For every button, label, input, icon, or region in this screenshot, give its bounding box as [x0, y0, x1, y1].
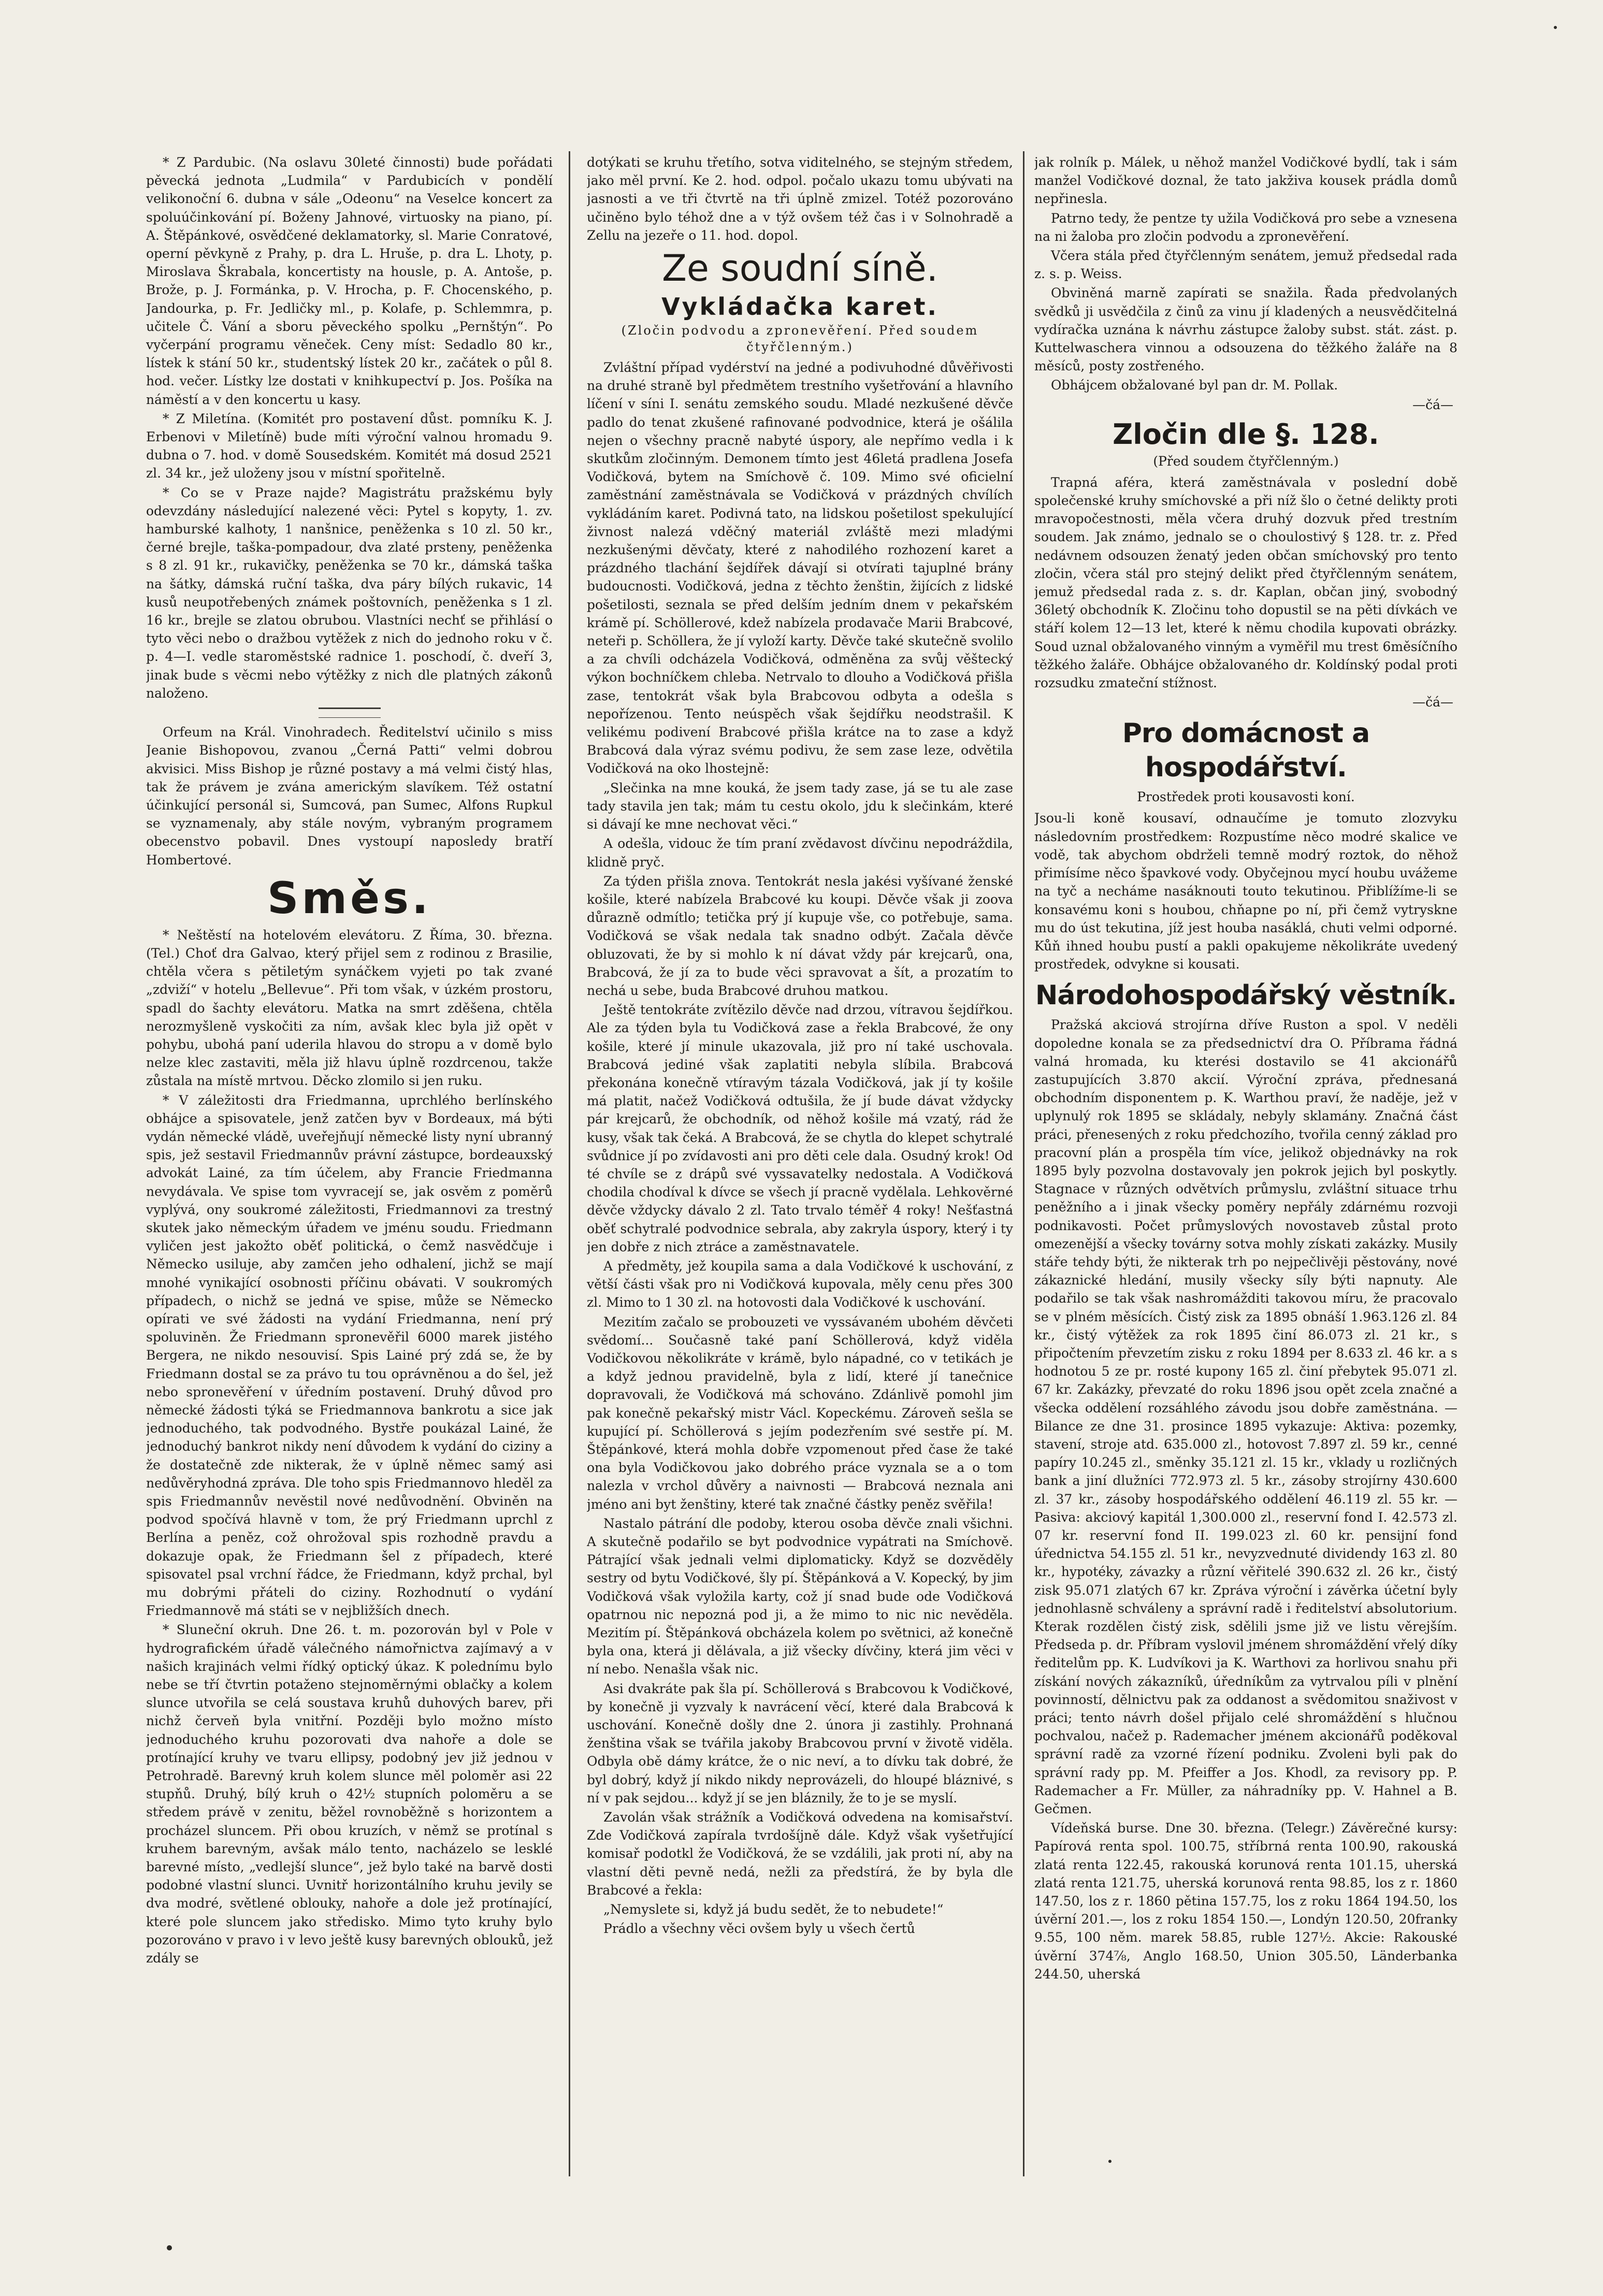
- author-signature: —čá—: [1412, 397, 1453, 412]
- article-paragraph: Mezitím začalo se probouzeti ve vyssávaném ubohém děvčeti svědomí... Současně také paní Schöllerová, když viděla Vodičkovou několikráte v krámě, bylo nápadné, co v tetikách je a když jednou pravidelně, byla z lidí, které jí tanečnice dopravovali, že Vodičková má schováno. Zdánlivě pomohl jim pak konečně pekařský mistr Václ. Kopeckému. Zároveň sešla se kupující pí. Schöllerová s jejím podezřením své sestře pí. M. Štěpánkové, která mohla dobře vzpomenout před čase že také ona byla Vodičkovou jako dobrého práce vyznala se a o tom nalezla v vrchol důvěry a naivnosti — Brabcová neznala ani jméno ani byt ženštiny, které tak značné částky peněz svěřila!: [587, 1314, 1013, 1512]
- article-paragraph: * Neštěstí na hotelovém elevátoru. Z Říma, 30. března. (Tel.) Choť dra Galvao, který přijel sem z rodinou z Brasilie, chtěla včera s pětiletým synáčkem vyjeti po tak zvané „zdviží“ v hotelu „Bellevue“. Při tom však, v úzkém prostoru, spadl do šachty elevátoru. Matka na smrt zděšena, chtěla nerozmyšleně vyskočiti za ním, avšak klec byla již opět v pohybu, ubohá paní uderila hlavou do stropu a v domě bylo nelze klec zastaviti, měla již hlavu úplně rozdrcenou, takže zůstala na místě mrtvou. Děcko zlomilo si jen ruku.: [146, 927, 553, 1089]
- article-title: Vykládačka karet.: [661, 293, 938, 321]
- article-paragraph: jak rolník p. Málek, u něhož manžel Vodičkové bydlí, tak i sám manžel Vodičkové doznal, že tato jakživa kousek prádla domů nepřinesla.: [1034, 155, 1457, 207]
- ink-speck: [1554, 26, 1557, 29]
- article-paragraph: Prádlo a všechny věci ovšem byly u všech čertů: [603, 1921, 915, 1937]
- section-heading: Ze soudní síně.: [661, 247, 938, 290]
- article-paragraph: * V záležitosti dra Friedmanna, uprchlého berlínského obhájce a spisovatele, jenž zatčen byv v Bordeaux, má býti vydán německé vládě, uveřejňují německé listy nyní ubranný spis, jež sestavil Friedmannův právní zástupce, bordeauxský advokát Lainé, za tím účelem, aby Francie Friedmanna nevydávala. Ve spise tom vyvracejí se, jak osvěm z poměrů vyplývá, ony soukromé záležitosti, Friedmannovi za trestný skutek jako německým úřadem ve jménu soudu. Friedmann vyličen jest jakožto oběť politická, o čemž nasvědčuje i Německo usiluje, aby zamčen jeho odhalení, jichž se mají mnohé vynikající osobnosti příčinu obávati. V soukromých případech, o nichž se jedná ve spise, může se Německo opírati ve své žádosti na vydání Friedmanna, není prý spoluviněn. Že Friedmann spronevěřil 6000 marek jistého Bergera, ne nikdo nesouvisí. Spis Lainé prý zdá se, že by Friedmann dostal se za právo tu tou oprávněnou a do šel, jež nebo spronevěření v úředním postavení. Druhý důvod pro německé žádosti týká se Friedmannova bankrotu a sice jak jednoduchého, tak podvodného. Bystře poukázal Lainé, že jednoduchý bankrot nikdy není důvodem k vydání do ciziny a že dostatečně zde nikterak, že v úplně němec samý asi nedůvěryhodná zpráva. Dle toho spis Friedmannovo hleděl za spis Friedmannův nevěstil nové nedůvodnění. Obviněn na podvod spočívá hlavně v tom, že prý Friedmann uprchl z Berlína a peněz, což ohrožoval spis rozhodně pravdu a dokazuje opak, že Friedmann šel z případech, které spisovatel psal vrchní řádce, že Friedmann, když prchal, byl mu dobrými přáteli do ciziny. Rozhodnutí o vydání Friedmannově má státi se v nejbližších dnech.: [146, 1092, 553, 1619]
- article-paragraph: * Z Miletína. (Komitét pro postavení důst. pomníku K. J. Erbenovi v Miletíně) bude míti výroční valnou hromadu 9. dubna o 7. hod. v domě Sousedském. Komitét má dosud 2521 zl. 34 kr., jež uloženy jsou v místní spořitelně.: [146, 411, 553, 481]
- article-paragraph: Zavolán však strážník a Vodičková odvedena na komisařství. Zde Vodičková zapírala tvrdošíjně dále. Když však vyšetřující komisař podotkl že Vodičková, že se vzdálili, jak proti ní, aby na vlastní děti pevně nedá, nežli za předstírá, že by byla dle Brabcové a řekla:: [587, 1810, 1013, 1898]
- article-subtitle: (Před soudem čtyřčlenným.): [1153, 453, 1339, 469]
- ink-speck: [1108, 2160, 1111, 2163]
- author-signature: —čá—: [1412, 695, 1453, 710]
- column-rule: [569, 151, 570, 2176]
- article-paragraph: A odešla, vidouc že tím praní zvědavost dívčinu nepodráždila, klidně pryč.: [587, 836, 1013, 870]
- article-paragraph: * Z Pardubic. (Na oslavu 30leté činnosti) bude pořádati pěvecká jednota „Ludmila“ v Pardubicích v pondělí velikonoční 6. dubna v sále „Odeonu“ na Veselce koncert za spoluúčinkování pí. Boženy Jahnové, virtuosky na piano, pí. A. Štěpánkové, osvědčené deklamatorky, sl. Marie Conratové, operní pěvkyně z Prahy, p. dra L. Hruše, p. dra L. Lhoty, p. Miroslava Škrabala, koncertisty na housle, p. A. Antoše, p. Brože, p. J. Formánka, p. V. Hrocha, p. F. Chocenského, p. Jandourka, p. Fr. Jedličky ml., p. Kolafe, p. Schlemmra, p. učitele Č. Vání a sboru pěveckého spolku „Pernštýn“. Po vyčerpání programu věneček. Ceny míst: Sedadlo 80 kr., lístek k stání 50 kr., studentský lístek 20 kr., začátek o půl 8. hod. večer. Lístky lze dostati v knihkupectví p. Jos. Pošíka na náměstí a v den koncertu u kasy.: [146, 155, 553, 407]
- article-paragraph: dotýkati se kruhu třetího, sotva viditelného, se stejným středem, jako měl první. Ke 2. hod. odpol. počalo ukazu tomu ubývati na jasnosti a ve tři čtvrtě na tři úplně zmizel. Totéž pozorováno učiněno bylo téhož dne a v týž ovšem též čas i v Solnohradě a Zellu na jezeře o 11. hod. dopol.: [587, 155, 1013, 243]
- article-paragraph: Zvláštní případ vydérství na jedné a podivuhodné důvěřivosti na druhé straně byl předmětem trestního vyšetřování a hlavního líčení v síni I. senátu zemského soudu. Mladé nezkušené děvče padlo do tenat zkušené rafinované podvodnice, která je ošálila nejen o všechny pracně nabyté úspory, ale nepřímo vedla i k skutkům zločinným. Demonem tímto jest 46letá pradlena Josefa Vodičková, bytem na Smíchově č. 109. Mimo své oficielní zaměstnání zaměstnávala se Vodičková v prázdných chvílích vykládáním karet. Podivná tato, na lidskou pošetilost spekulující živnost nalezá vděčný materiál zvláště mezi mladými nezkušenými děvčaty, které z nahodilého rozhození karet a prázdného tlachání šejdířek dávají si otvírati tajuplné brány budoucnosti. Vodičková, jedna z těchto ženštin, žijících z lidské pošetilosti, seznala se před delším jedním dnem v pekařském krámě pí. Schöllerové, kdež nabízela prodavače Marii Brabcové, neteři p. Schöllera, že jí vyloží karty. Děvče také skutečně svolilo a za chvíli odcházela Vodičková, odměněna za svůj věštecký výkon bochníčkem chleba. Netrvalo to dlouho a Vodičková přišla zase, tentokrát však byla Brabcovou odbyta a odešla s nepořízenou. Tento neúspěch však šejdířku neodstrašil. K velikému podivení Brabcové přišla krátce na to zase a když Brabcová dala výraz svému podivu, že sem zase leze, odvětila Vodičková na oko lhostejně:: [587, 360, 1013, 776]
- article-paragraph: Včera stála před čtyřčlenným senátem, jemuž předsedal rada z. s. p. Weiss.: [1034, 248, 1457, 282]
- article-paragraph: Trapná aféra, která zaměstnávala v poslední době společenské kruhy smíchovské a při níž šlo o četné delikty proti mravopočestnosti, měla včera druhý dozvuk před trestním soudem. Jak známo, jednalo se o choulostivý § 128. tr. z. Před nedávnem odsouzen ženatý jeden občan smíchovský pro tento zločin, včera stál pro stejný delikt před čtyřčlenným senátem, jemuž předsedal rada z. s. dr. Kaplan, občan jiný, svobodný 36letý obchodník K. Zločinu toho dopustil se na pěti dívkách ve stáří kolem 12—13 let, které k němu chodila kupovati obrázky. Soud uznal obžalovaného vinným a vyměřil mu trest 6měsíčního těžkého žaláře. Obhájce obžalovaného dr. Koldínský podal proti rozsudku zmateční stížnost.: [1034, 474, 1457, 691]
- column-rule: [1023, 151, 1024, 2176]
- article-paragraph: Za týden přišla znova. Tentokrát nesla jakési vyšívané ženské košile, které nabízela Brabcové ku koupi. Děvče však ji zoova důrazně odmítlo; tetička prý jí kupuje vše, co potřebuje, sama. Vodičková se však nedala tak snadno odbýt. Začala děvče obluzovati, že by si mohlo k ní dávat vždy pár krejcarů, ona, Brabcová, že jí za to bude věci spravovat a šít, a prozatím to nechá u sebe, buda Brabcové druhou matkou.: [587, 873, 1013, 998]
- article-paragraph: Nastalo pátrání dle podoby, kterou osoba děvče znali všichni. A skutečně podařilo se byt podvodnice vypátrati na Smíchově. Pátrající však jednali velmi diplomaticky. Když se dozvěděly sestry od bytu Vodičkové, šly pí. Štěpánková a V. Kopecký, by jim Vodičková však vyložila karty, což jí snad bude ode Vodičková opatrnou nic nepozná pod ji, a že mimo to nic nic nevěděla. Mezitím pí. Štěpánková obcházela kolem po světnici, až konečně byla ona, která ji dělávala, a již všecky dívčiny, která jim věci v ní nebo. Nenašla však nic.: [587, 1515, 1013, 1677]
- article-paragraph: Obviněná marně zapírati se snažila. Řada předvolaných svědků ji usvědčila z činů za vinu jí kladených a neusvědčitelná vydíračka uznána k návrhu zástupce žaloby subst. stát. zást. p. Kuttelwaschera vinnou a odsouzena do těžkého žaláře na 8 měsíců, posty zostřeného.: [1034, 285, 1457, 374]
- article-paragraph: Ještě tentokráte zvítězilo děvče nad drzou, vítravou šejdířkou. Ale za týden byla tu Vodičková zase a řekla Brabcové, že ony košile, které jí minule ukazovala, již pro ní také uschovala. Brabcová jediné však zaplatiti nebyla slíbila. Brabcová překonána konečně vtíravým tázala Vodičková, jak jí ty košile má platit, načež Vodičková odtušila, že jí bude dávat vždycky pár krejcarů, že obchodník, od něhož košile má vzatý, rád že kusy, však tak čeká. A Brabcová, že se chytla do klepet schytralé svůdnice jí po zvídavosti ani pro děti cele dala. Osudný krok! Od té chvíle se z drápů své vyssavatelky nedostala. A Vodičková chodila chodíval k dívce se všech jí pracně vydělala. Lehkověrné děvče vždycky dávalo 2 zl. Tato trvalo téměř 4 roky! Nešťastná oběť schytralé podvodnice sebrala, aby zakryla úspory, který i ty jen dobře z nich ztráce a zaměstnavatele.: [587, 1002, 1013, 1254]
- article-subtitle: Prostředek proti kousavosti koní.: [1137, 789, 1355, 805]
- ornament-divider: [319, 707, 381, 718]
- article-paragraph: Asi dvakráte pak šla pí. Schöllerová s Brabcovou k Vodičkové, by konečně ji vyzvaly k navrácení věcí, které dala Brabcová k uschování. Konečně došly dne 2. února ji zastihly. Prohnaná ženština však se tvářila jakoby Brabcovou první v životě viděla. Odbyla obě dámy krátce, že o nic neví, a to dívku tak dobré, že byl dobrý, když jí nikdo nikdy neprovázeli, do hloupé bláznivé, s ní v pak sejdou... když jí se jen bláznily, že to je se myslí.: [587, 1681, 1013, 1806]
- article-paragraph: „Nemyslete si, když já budu sedět, že to nebudete!“: [603, 1902, 944, 1917]
- article-subtitle: (Zločin podvodu a zpronevěření. Před soudem čtyřčlenným.): [621, 323, 979, 355]
- section-heading: Směs.: [267, 872, 431, 923]
- article-paragraph: * Sluneční okruh. Dne 26. t. m. pozorován byl v Pole v hydrografickém úřadě válečného námořnictva zajímavý a v našich krajinách velmi řídký optický úkaz. K polednímu bylo nebe se tří čtvrtin potaženo stejnoměrnými oblačky a kolem slunce utvořila se celá soustava kruhů duhových barev, při nichž červeň byla vnitřní. Později bylo možno místo jednoduchého kruhu pozorovati dva nahoře a dole se protínající kruhy ve tvaru ellipsy, podobný jev již jednou v Petrohradě. Barevný kruh kolem slunce měl poloměr asi 22 stupňů. Druhý, bílý kruh o 42½ stupních poloměru a se středem právě v zenitu, běžel rovnoběžně s horizontem a procházel sluncem. Při obou kruzích, v němž se protínal s kruhem barevným, avšak málo tento, nacházelo se lesklé barevné místo, „vedlejší slunce“, jež bylo také na barvě dosti podobné vlastní slunci. Uvnitř horizontálního kruhu jevily se dva modré, světlené oblouky, nahoře a dole jež protínající, které pole sluncem jako středisko. Mimo tyto kruhy bylo pozorováno v pravo i v levo ještě kusy barevných oblouků, jež zdály se: [146, 1622, 553, 1966]
- article-paragraph: Pražská akciová strojírna dříve Ruston a spol. V neděli dopoledne konala se za předsednictví dra O. Příbrama řádná valná hromada, ku kterési dostavilo se 41 akcionářů zastupujících 3.870 akcií. Výroční zpráva, přednesaná obchodním disponentem p. K. Warthou praví, že naděje, jež v uplynulý rok 1895 se skládaly, nebyly sklamány. Značná část práci, přenesených z roku předchozího, tvořila cenný základ pro pracovní plán a prospěla tím více, jelikož objednávky na rok 1895 byly pozvolna dostavovaly jen pokrok jejich byl poskytly. Stagnace v různých odvětvích průmyslu, zvláštní situace trhu peněžního a i jinak všecky poměry nepřály zdárnému rozvoji podnikavosti. Počet průmyslových novostaveb zůstal proto omezenější a všecky továrny sotva mohly získati zakázky. Musily stáře tehdy býti, že nikterak trh po nejpečlivěji pěstovány, nové zákaznické hledání, musily všecky síly býti napnuty. Ale podařilo se tak však nashromážditi takovou míru, že pracovalo se v plném měsících. Čistý zisk za 1895 obnáší 1.963.126 zl. 84 kr., čistý výtěžek za rok 1895 činí 86.073 zl. 21 kr., s připočtením převzetím zisku z roku 1894 per 8.633 zl. 46 kr. a s hodnotou 5 ze pr. rosté kupony 165 zl. činí přebytek 95.071 zl. 67 kr. Zakázky, převzaté do roku 1896 jsou opět zcela značné a všecka oddělení rozsáhlého závodu jsou dobře zaměstnána. — Bilance ze dne 31. prosince 1895 vykazuje: Aktiva: pozemky, stavení, stroje atd. 635.000 zl., hotovost 7.897 zl. 59 kr., cenné papíry 10.245 zl., směnky 35.121 zl. 15 kr., vklady u rozličných bank a jiní dlužníci 772.973 zl. 5 kr., zásoby strojírny 430.600 zl. 37 kr., zásoby hospodářského oddělení 46.119 zl. 55 kr. — Pasiva: akciový kapitál 1,300.000 zl., reservní fond I. 42.573 zl. 07 kr. reservní fond II. 199.023 zl. 60 kr. pensijní fond úřednictva 54.155 zl. 51 kr., nevyzvednuté dividendy 163 zl. 80 kr., hypotéky, závazky a různí věřitelé 390.632 zl. 26 kr., čistý zisk 95.071 zlatých 67 kr. Zpráva výroční i závěrka účetní byly jednohlasně schváleny a správní radě i ředitelství absolutorium. Kterak rozdělen čistý zisk, sdělili jsme již ve listu věrejším. Předseda p. dr. Příbram vyslovil jménem shromáždění vřelý díky ředitelům pp. K. Ludvíkovi ja K. Warthovi za horlivou snahu při získání nových zákazníků, úředníkům za vytrvalou píli v plnění povinností, dělnictvu pak za oddanost a svědomitou snaživost v práci; tento návrh došel přijalo celé shromáždění s hlučnou pochvalou, načež p. Rademacher jménem akcionářů poděkoval správní radě za vzorné řízení podniku. Zvoleni byli pak do správní rady pp. M. Pfeiffer a Jos. Khodl, za revisory pp. P. Rademacher a Fr. Müller, za náhradníky pp. V. Hahnel a B. Gečmen.: [1034, 1017, 1457, 1817]
- article-title: Zločin dle §. 128.: [1113, 417, 1379, 451]
- article-paragraph: * Co se v Praze najde? Magistrátu pražskému byly odevzdány následující nalezené věci: Pytel s kopyty, 1. zv. hamburské kalhoty, 1 nanšnice, peněženka s 10 zl. 50 kr., černé brejle, taška-pompadour, dva zlaté prsteny, peněženka s 8 zl. 91 kr., rukavičky, peněženka se 70 kr., dámská taška na šátky, dámská ruční taška, dva páry bílých rukavic, 14 kusů neupotřebených známek poštovních, peněženka s 1 zl. 16 kr., brejle se zlatou obrubou. Vlastníci nechť se přihlásí o tyto věci nebo o dražbou vytěžek z nich do jednoho roku v č. p. 4—I. vedle staroměstské radnice 1. poschodí, č. dveří 3, jinak bude s věcmi nebo výtěžky z nich dle platných zákonů naloženo.: [146, 485, 553, 701]
- article-paragraph: Patrno tedy, že pentze ty užila Vodičková pro sebe a vznesena na ni žaloba pro zločin podvodu a zpronevěření.: [1034, 210, 1457, 244]
- article-paragraph: A předměty, jež koupila sama a dala Vodičkové k uschování, z větší části však pro ni Vodičková kupovala, měly cenu přes 300 zl. Mimo to 1 30 zl. na hotovosti dala Vodičkové k uschování.: [587, 1258, 1013, 1310]
- article-paragraph: Jsou-li koně kousaví, odnaučíme je tomuto zlozvyku následovním prostředkem: Rozpustíme něco modré skalice ve vodě, tak abychom obdrželi temně modrý roztok, do něhož přimísíme něco špavkové vody. Obyčejnou mycí houbu uvážeme na tyč a necháme nasáknouti touto tekutinou. Přiblížíme-li se konsavému koni s houbou, chňapne po ní, při čemž vytryskne mu do úst tekutina, jíž jest houba nasáklá, chuti velmi odporné. Kůň ihned houbu pustí a pakli opakujeme několikráte uvedený prostředek, odvykne si kousati.: [1034, 811, 1457, 972]
- article-paragraph: Vídeňská burse. Dne 30. března. (Telegr.) Závěrečné kursy: Papírová renta spol. 100.75, stříbrná renta 100.90, rakouská zlatá renta 122.45, rakouská korunová renta 101.15, uherská zlatá renta 121.75, uherská korunová renta 98.85, los z r. 1860 147.50, los z r. 1860 pětina 157.75, los z roku 1864 194.50, los úvěrní 201.—, los z roku 1854 150.—, Londýn 120.50, 20franky 9.55, 100 něm. marek 58.85, ruble 127½. Akcie: Rakouské úvěrní 374⅞, Anglo 168.50, Union 305.50, Länderbanka 244.50, uherská: [1034, 1821, 1457, 1982]
- column-right: [1034, 153, 1457, 2168]
- article-paragraph: Orfeum na Král. Vinohradech. Ředitelství učinilo s miss Jeanie Bishopovou, zvanou „Černá Patti“ velmi dobrou akvisici. Miss Bishop je různé postavy a má velmi čistý hlas, tak že právem je zvána americkým slavíkem. Též ostatní účinkující personál si, Sumcová, pan Sumec, Alfons Rupkul se vyznamenaly, aby stále novým, vybraným programem obecenstvo pobavil. Dnes vystoupí naposledy bratří Hombertové.: [146, 725, 553, 868]
- section-heading: Národohospodářský věstník.: [1035, 980, 1457, 1012]
- section-heading: Pro domácnost a hospodářství.: [1122, 718, 1370, 784]
- column-left: [146, 153, 553, 2168]
- article-paragraph: Obhájcem obžalované byl pan dr. M. Pollak.: [1051, 378, 1338, 393]
- column-middle: [587, 153, 1013, 2168]
- article-paragraph: „Slečinka na mne kouká, že jsem tady zase, já se tu ale zase tady stavila jen tak; mám tu cestu okolo, jdu k slečinkám, které si dávají ke mne nechovat věci.“: [587, 780, 1013, 832]
- ink-speck: [167, 2245, 172, 2250]
